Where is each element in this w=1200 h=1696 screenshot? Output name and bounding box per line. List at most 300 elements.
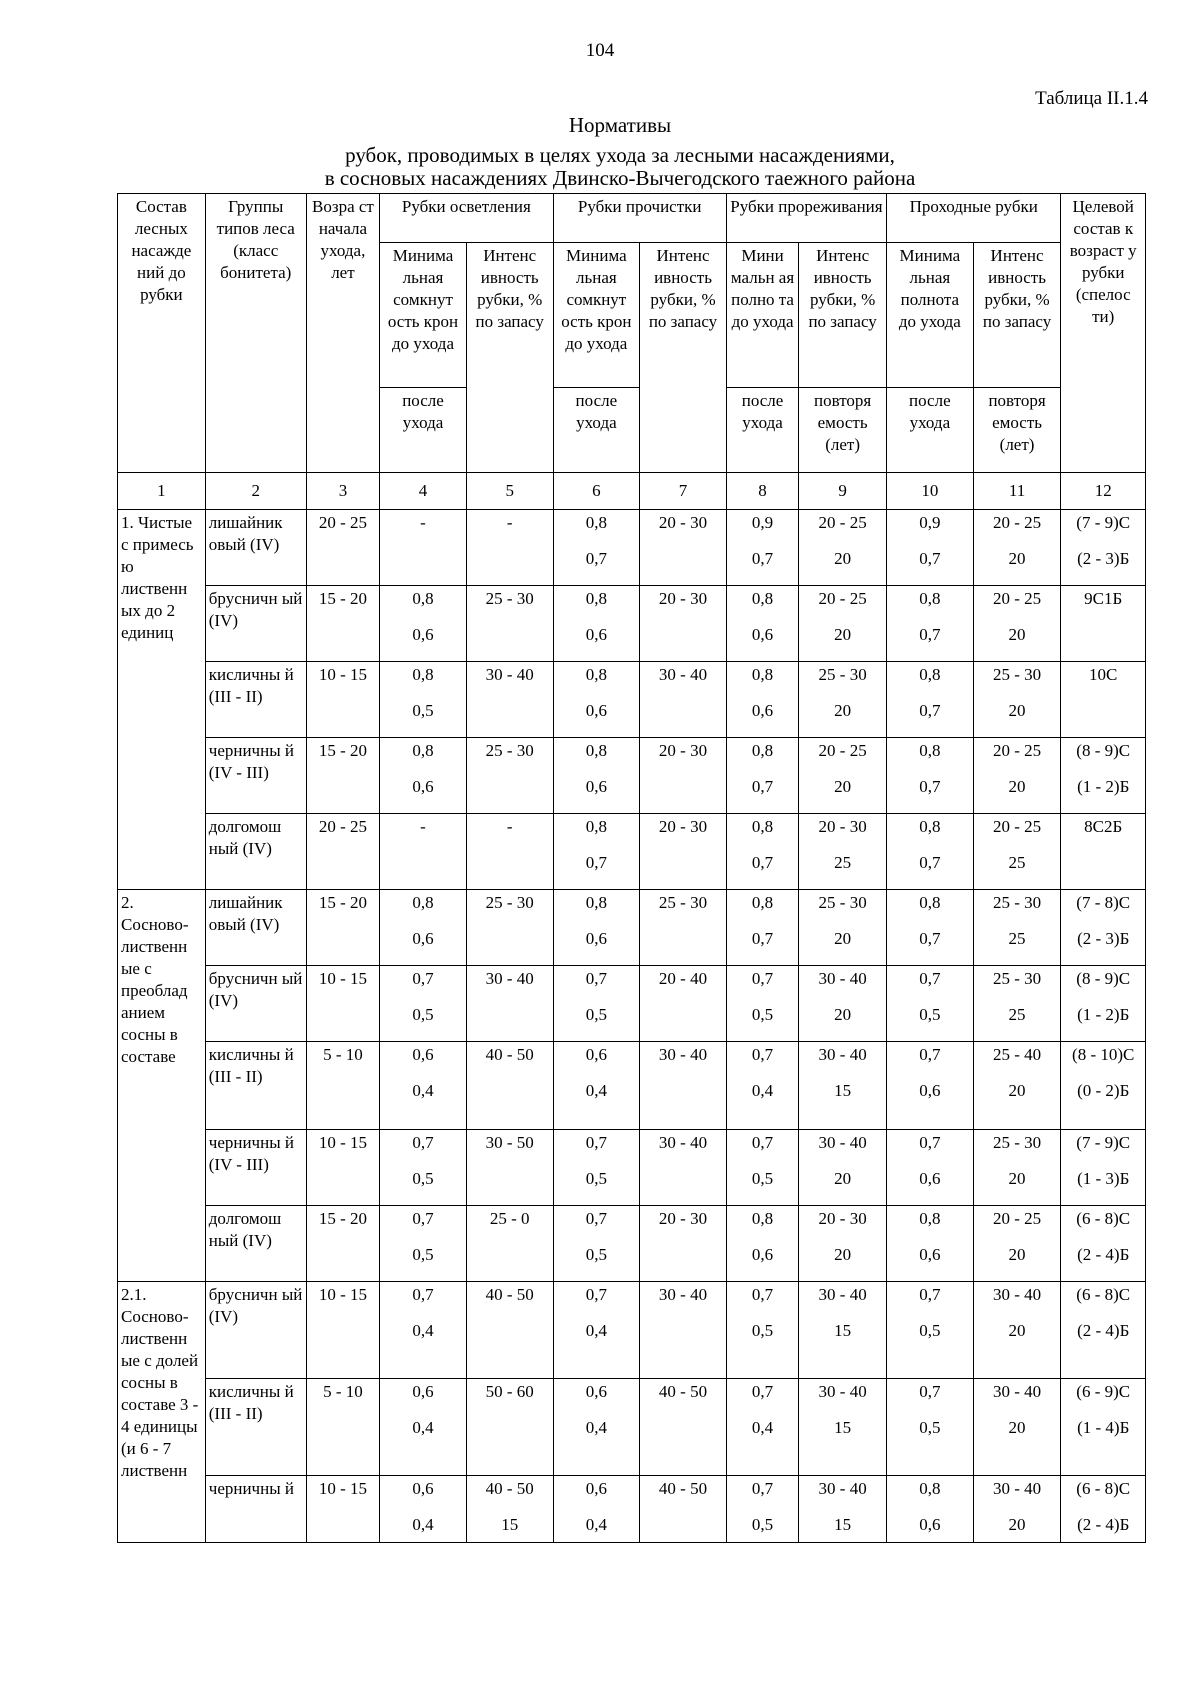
min-density-prohod-cell-after: 0,7 xyxy=(919,625,941,644)
intensity-prohod-cell-after: 20 xyxy=(1008,1515,1026,1534)
min-closure-osv-cell-before: 0,7 xyxy=(412,1285,434,1304)
min-density-prorezh-cell xyxy=(726,738,798,814)
start-age-cell: 10 - 15 xyxy=(306,1282,380,1379)
table-row xyxy=(118,1130,1146,1206)
header-c7: Интенс ивность рубки, % по запасу xyxy=(640,243,727,473)
min-density-prohod-cell-before: 0,7 xyxy=(919,1285,941,1304)
min-density-prohod-cell xyxy=(887,1379,974,1476)
min-density-prohod-cell-before: 0,7 xyxy=(919,1382,941,1401)
min-density-prohod-cell xyxy=(887,1206,974,1282)
min-closure-proch-cell-before: 0,8 xyxy=(585,665,607,684)
target-composition-cell xyxy=(1061,1379,1146,1476)
column-number: 9 xyxy=(799,473,887,510)
intensity-prorezh-cell xyxy=(799,510,887,586)
column-number: 4 xyxy=(380,473,467,510)
min-closure-proch-cell-after: 0,4 xyxy=(585,1515,607,1534)
intensity-prorezh-cell xyxy=(799,1130,887,1206)
table-row xyxy=(118,510,1146,586)
intensity-prohod-cell-after: 20 xyxy=(1008,625,1026,644)
intensity-osv-cell: 30 - 50 xyxy=(466,1130,553,1206)
min-closure-osv-cell-after: 0,4 xyxy=(412,1081,434,1100)
intensity-osv-cell: 40 - 50 xyxy=(466,1282,553,1379)
min-closure-osv-cell xyxy=(380,890,467,966)
min-closure-osv-cell-after: 0,6 xyxy=(412,929,434,948)
start-age-cell: 15 - 20 xyxy=(306,586,380,662)
header-start-age: Возра ст начала ухода, лет xyxy=(306,194,380,473)
min-closure-osv-cell-after: 0,4 xyxy=(412,1418,434,1437)
intensity-osv-cell: 25 - 30 xyxy=(466,586,553,662)
min-density-prohod-cell xyxy=(887,966,974,1042)
intensity-prohod-cell-before: 20 - 25 xyxy=(992,817,1042,836)
intensity-prohod-cell-before: 25 - 30 xyxy=(992,1133,1042,1152)
table-row xyxy=(118,738,1146,814)
min-density-prorezh-cell-after: 0,5 xyxy=(751,1515,774,1534)
header-group-osvetlenie: Рубки осветления xyxy=(380,194,553,243)
min-density-prohod-cell-after: 0,6 xyxy=(919,1081,941,1100)
start-age-cell: 15 - 20 xyxy=(306,890,380,966)
target-composition-cell xyxy=(1061,510,1146,586)
intensity-prorezh-cell-after: 15 xyxy=(834,1515,852,1534)
table-label: Таблица II.1.4 xyxy=(1035,88,1148,109)
composition-cell: 2.1. Сосново- лиственн ые с долей сосны в составе 3 - 4 единицы (и 6 - 7 лиственн xyxy=(118,1282,206,1543)
min-density-prorezh-cell xyxy=(726,966,798,1042)
intensity-prohod-cell xyxy=(973,1130,1061,1206)
min-closure-proch-cell-after: 0,6 xyxy=(585,701,607,720)
target-composition-cell-before: 9С1Б xyxy=(1084,589,1123,608)
min-closure-osv-cell-before: 0,8 xyxy=(412,589,434,608)
forest-type-cell: черничны й xyxy=(205,1476,306,1543)
target-composition-cell xyxy=(1061,586,1146,662)
target-composition-cell-before: (8 - 9)С xyxy=(1076,741,1131,760)
min-density-prorezh-cell-after: 0,5 xyxy=(751,1321,774,1340)
header-c6-after: после ухода xyxy=(553,388,640,473)
start-age-cell: 20 - 25 xyxy=(306,814,380,890)
min-density-prorezh-cell-after: 0,5 xyxy=(751,1169,774,1188)
table-title: Нормативы xyxy=(568,113,672,137)
min-closure-proch-cell-after: 0,4 xyxy=(585,1321,607,1340)
table-row xyxy=(118,1042,1146,1130)
intensity-prohod-cell-before: 30 - 40 xyxy=(992,1382,1042,1401)
forest-type-cell: брусничн ый (IV) xyxy=(205,966,306,1042)
min-closure-proch-cell xyxy=(553,890,640,966)
target-composition-cell-before: (6 - 8)С xyxy=(1076,1479,1131,1498)
column-number: 3 xyxy=(306,473,380,510)
min-density-prohod-cell-after: 0,6 xyxy=(919,1169,941,1188)
min-density-prohod-cell-after: 0,7 xyxy=(919,929,941,948)
min-closure-proch-cell-after: 0,7 xyxy=(585,853,607,872)
start-age-cell: 10 - 15 xyxy=(306,662,380,738)
min-closure-osv-cell-before: 0,7 xyxy=(412,1209,434,1228)
intensity-osv-cell: 50 - 60 xyxy=(466,1379,553,1476)
intensity-osv-cell-before: 40 - 50 xyxy=(485,1479,534,1498)
target-composition-cell-after: (0 - 2)Б xyxy=(1077,1081,1130,1100)
intensity-osv-cell: 40 - 50 xyxy=(466,1042,553,1130)
min-density-prohod-cell xyxy=(887,1130,974,1206)
min-density-prorezh-cell xyxy=(726,1476,798,1543)
target-composition-cell-after: (2 - 3)Б xyxy=(1077,549,1130,568)
min-density-prohod-cell-before: 0,7 xyxy=(919,1133,941,1152)
header-c9: Интенс ивность рубки, % по запасу xyxy=(799,243,887,388)
min-density-prorezh-cell-before: 0,8 xyxy=(751,893,774,912)
table-row xyxy=(118,966,1146,1042)
header-c4-after: после ухода xyxy=(380,388,467,473)
intensity-proch-cell: 40 - 50 xyxy=(640,1476,727,1543)
intensity-prohod-cell-before: 25 - 30 xyxy=(992,969,1042,988)
min-density-prorezh-cell-before: 0,8 xyxy=(751,817,774,836)
intensity-proch-cell: 30 - 40 xyxy=(640,662,727,738)
min-closure-proch-cell-before: 0,8 xyxy=(585,513,607,532)
target-composition-cell-after: (2 - 3)Б xyxy=(1077,929,1130,948)
min-density-prohod-cell xyxy=(887,510,974,586)
intensity-proch-cell: 30 - 40 xyxy=(640,1130,727,1206)
min-closure-osv-cell xyxy=(380,966,467,1042)
intensity-prorezh-cell-before: 30 - 40 xyxy=(818,1382,867,1401)
min-closure-osv-cell xyxy=(380,1042,467,1130)
min-density-prohod-cell-after: 0,7 xyxy=(919,549,941,568)
min-closure-osv-cell-before: 0,6 xyxy=(412,1382,434,1401)
target-composition-cell-after: (1 - 4)Б xyxy=(1077,1418,1130,1437)
intensity-prorezh-cell-before: 30 - 40 xyxy=(818,1285,867,1304)
min-density-prorezh-cell xyxy=(726,890,798,966)
min-closure-osv-cell xyxy=(380,662,467,738)
table-row xyxy=(118,586,1146,662)
intensity-prohod-cell-after: 25 xyxy=(1008,1005,1026,1024)
intensity-proch-cell: 20 - 40 xyxy=(640,966,727,1042)
intensity-prohod-cell xyxy=(973,1042,1061,1130)
intensity-prohod-cell-after: 20 xyxy=(1008,1081,1026,1100)
target-composition-cell-before: (8 - 9)С xyxy=(1076,969,1131,988)
intensity-prorezh-cell-before: 20 - 25 xyxy=(818,513,867,532)
min-density-prohod-cell-before: 0,8 xyxy=(919,893,941,912)
intensity-prorezh-cell xyxy=(799,1379,887,1476)
min-closure-proch-cell-before: 0,8 xyxy=(585,817,607,836)
start-age-cell: 10 - 15 xyxy=(306,1130,380,1206)
min-density-prorezh-cell-before: 0,8 xyxy=(751,741,774,760)
min-closure-proch-cell-before: 0,7 xyxy=(585,1209,607,1228)
intensity-prohod-cell-after: 20 xyxy=(1008,1245,1026,1264)
intensity-prohod-cell-after: 25 xyxy=(1008,929,1026,948)
min-closure-osv-cell-after: 0,5 xyxy=(412,1005,434,1024)
min-density-prorezh-cell xyxy=(726,1206,798,1282)
target-composition-cell xyxy=(1061,966,1146,1042)
min-density-prohod-cell-before: 0,7 xyxy=(919,969,941,988)
intensity-prohod-cell-before: 20 - 25 xyxy=(992,741,1042,760)
intensity-prohod-cell xyxy=(973,814,1061,890)
min-density-prorezh-cell-before: 0,8 xyxy=(751,665,774,684)
min-closure-osv-cell-after: 0,5 xyxy=(412,1245,434,1264)
start-age-cell: 20 - 25 xyxy=(306,510,380,586)
table-row xyxy=(118,1379,1146,1476)
min-closure-osv-cell-before: 0,7 xyxy=(412,1133,434,1152)
intensity-proch-cell: 25 - 30 xyxy=(640,890,727,966)
forest-type-cell: кисличны й (III - II) xyxy=(205,662,306,738)
intensity-prohod-cell-before: 25 - 30 xyxy=(992,665,1042,684)
min-closure-proch-cell-before: 0,6 xyxy=(585,1045,607,1064)
min-closure-proch-cell-after: 0,6 xyxy=(585,929,607,948)
min-closure-proch-cell xyxy=(553,510,640,586)
column-number: 7 xyxy=(640,473,727,510)
intensity-prohod-cell-after: 20 xyxy=(1008,549,1026,568)
min-density-prohod-cell-before: 0,8 xyxy=(919,741,941,760)
min-density-prorezh-cell-after: 0,4 xyxy=(751,1418,774,1437)
min-closure-proch-cell-before: 0,7 xyxy=(585,1133,607,1152)
intensity-prohod-cell xyxy=(973,966,1061,1042)
header-c6: Минима льная сомкнут ость крон до ухода xyxy=(553,243,640,388)
intensity-prorezh-cell-after: 15 xyxy=(834,1418,852,1437)
min-density-prorezh-cell-before: 0,7 xyxy=(751,1382,774,1401)
min-density-prohod-cell-before: 0,9 xyxy=(919,513,941,532)
min-closure-osv-cell-after: 0,6 xyxy=(412,625,434,644)
min-closure-proch-cell-after: 0,6 xyxy=(585,625,607,644)
min-density-prohod-cell-before: 0,8 xyxy=(919,817,941,836)
target-composition-cell xyxy=(1061,890,1146,966)
intensity-prohod-cell-before: 20 - 25 xyxy=(992,589,1042,608)
target-composition-cell xyxy=(1061,1476,1146,1543)
target-composition-cell-before: (6 - 8)С xyxy=(1076,1285,1131,1304)
intensity-osv-cell: 25 - 0 xyxy=(466,1206,553,1282)
min-closure-osv-cell-after: 0,5 xyxy=(412,1169,434,1188)
intensity-prorezh-cell-before: 20 - 30 xyxy=(818,817,867,836)
min-closure-osv-cell-before: 0,8 xyxy=(412,741,434,760)
min-closure-proch-cell xyxy=(553,1130,640,1206)
min-closure-osv-cell xyxy=(380,1130,467,1206)
intensity-prorezh-cell-before: 25 - 30 xyxy=(818,893,867,912)
min-closure-osv-cell-before: 0,8 xyxy=(412,893,434,912)
min-density-prohod-cell xyxy=(887,662,974,738)
min-density-prohod-cell-after: 0,7 xyxy=(919,701,941,720)
min-density-prorezh-cell xyxy=(726,1130,798,1206)
table-row xyxy=(118,1476,1146,1543)
min-density-prorezh-cell-before: 0,7 xyxy=(751,1133,774,1152)
min-closure-proch-cell-after: 0,5 xyxy=(585,1245,607,1264)
intensity-prorezh-cell-after: 20 xyxy=(834,777,852,796)
intensity-prorezh-cell xyxy=(799,662,887,738)
target-composition-cell xyxy=(1061,738,1146,814)
min-density-prorezh-cell-before: 0,8 xyxy=(751,589,774,608)
min-closure-osv-cell-before: 0,8 xyxy=(412,665,434,684)
forest-type-cell: черничны й (IV - III) xyxy=(205,738,306,814)
header-c8: Мини мальн ая полно та до ухода xyxy=(726,243,798,388)
min-density-prohod-cell-before: 0,8 xyxy=(919,665,941,684)
min-density-prorezh-cell-before: 0,9 xyxy=(751,513,774,532)
intensity-prohod-cell-before: 20 - 25 xyxy=(992,1209,1042,1228)
target-composition-cell xyxy=(1061,814,1146,890)
target-composition-cell-after: (2 - 4)Б xyxy=(1077,1245,1130,1264)
min-density-prohod-cell xyxy=(887,1042,974,1130)
intensity-proch-cell: 20 - 30 xyxy=(640,510,727,586)
intensity-prohod-cell-after: 20 xyxy=(1008,1321,1026,1340)
intensity-prorezh-cell-after: 20 xyxy=(834,929,852,948)
intensity-osv-cell: - xyxy=(466,510,553,586)
intensity-proch-cell: 20 - 30 xyxy=(640,586,727,662)
min-closure-osv-cell xyxy=(380,1206,467,1282)
intensity-prorezh-cell-before: 20 - 25 xyxy=(818,741,867,760)
target-composition-cell xyxy=(1061,662,1146,738)
forest-type-cell: лишайник овый (IV) xyxy=(205,510,306,586)
intensity-osv-cell xyxy=(466,1476,553,1543)
min-closure-osv-cell-before: - xyxy=(420,513,426,532)
header-group-prorezhivanie: Рубки прореживания xyxy=(726,194,886,243)
intensity-prorezh-cell-after: 20 xyxy=(834,1005,852,1024)
min-density-prorezh-cell-after: 0,5 xyxy=(751,1005,774,1024)
min-density-prohod-cell-before: 0,8 xyxy=(919,589,941,608)
min-density-prohod-cell-after: 0,6 xyxy=(919,1515,941,1534)
min-density-prorezh-cell-after: 0,7 xyxy=(751,777,774,796)
table-row xyxy=(118,814,1146,890)
target-composition-cell-after: (1 - 3)Б xyxy=(1077,1169,1130,1188)
start-age-cell: 10 - 15 xyxy=(306,1476,380,1543)
min-closure-proch-cell xyxy=(553,814,640,890)
min-density-prohod-cell-after: 0,5 xyxy=(919,1418,941,1437)
min-density-prorezh-cell-before: 0,8 xyxy=(751,1209,774,1228)
min-closure-proch-cell xyxy=(553,662,640,738)
target-composition-cell xyxy=(1061,1282,1146,1379)
intensity-prorezh-cell-before: 30 - 40 xyxy=(818,1133,867,1152)
intensity-prohod-cell-after: 20 xyxy=(1008,777,1026,796)
intensity-proch-cell: 20 - 30 xyxy=(640,738,727,814)
min-density-prorezh-cell-before: 0,7 xyxy=(751,1285,774,1304)
intensity-prohod-cell xyxy=(973,738,1061,814)
min-closure-proch-cell-before: 0,8 xyxy=(585,741,607,760)
start-age-cell: 5 - 10 xyxy=(306,1042,380,1130)
header-forest-type: Группы типов леса (класс бонитета) xyxy=(205,194,306,473)
intensity-prorezh-cell-after: 20 xyxy=(834,1169,852,1188)
intensity-prohod-cell-before: 25 - 30 xyxy=(992,893,1042,912)
intensity-prohod-cell-before: 20 - 25 xyxy=(992,513,1042,532)
min-density-prorezh-cell xyxy=(726,510,798,586)
min-density-prohod-cell xyxy=(887,890,974,966)
intensity-osv-cell-after: 15 xyxy=(501,1515,519,1534)
forest-type-cell: долгомош ный (IV) xyxy=(205,814,306,890)
page-number: 104 xyxy=(585,40,615,61)
min-closure-osv-cell-after: 0,4 xyxy=(412,1321,434,1340)
min-density-prohod-cell-after: 0,7 xyxy=(919,777,941,796)
min-closure-proch-cell xyxy=(553,966,640,1042)
composition-cell: 1. Чистые с примесь ю лиственн ых до 2 единиц xyxy=(118,510,206,890)
min-closure-osv-cell xyxy=(380,1476,467,1543)
intensity-osv-cell: 30 - 40 xyxy=(466,662,553,738)
header-c4: Минима льная сомкнут ость крон до ухода xyxy=(380,243,467,388)
intensity-prorezh-cell-after: 15 xyxy=(834,1081,852,1100)
intensity-osv-cell: 30 - 40 xyxy=(466,966,553,1042)
min-density-prohod-cell-after: 0,7 xyxy=(919,853,941,872)
min-closure-proch-cell xyxy=(553,1042,640,1130)
min-closure-osv-cell xyxy=(380,586,467,662)
target-composition-cell xyxy=(1061,1130,1146,1206)
intensity-prohod-cell xyxy=(973,586,1061,662)
min-density-prohod-cell xyxy=(887,586,974,662)
header-group-prochistka: Рубки прочистки xyxy=(553,194,726,243)
forest-type-cell: черничны й (IV - III) xyxy=(205,1130,306,1206)
intensity-proch-cell: 30 - 40 xyxy=(640,1282,727,1379)
min-closure-osv-cell xyxy=(380,814,467,890)
min-closure-osv-cell-before: 0,7 xyxy=(412,969,434,988)
forest-type-cell: кисличны й (III - II) xyxy=(205,1379,306,1476)
intensity-prohod-cell-after: 20 xyxy=(1008,1418,1026,1437)
forest-type-cell: брусничн ый (IV) xyxy=(205,586,306,662)
min-density-prorezh-cell xyxy=(726,1042,798,1130)
target-composition-cell-before: (7 - 9)С xyxy=(1076,513,1131,532)
intensity-prorezh-cell-before: 30 - 40 xyxy=(818,1045,867,1064)
min-closure-osv-cell xyxy=(380,738,467,814)
intensity-prorezh-cell-after: 20 xyxy=(834,701,852,720)
min-closure-proch-cell xyxy=(553,586,640,662)
min-density-prohod-cell xyxy=(887,1476,974,1543)
min-density-prohod-cell xyxy=(887,1282,974,1379)
header-c10-after: после ухода xyxy=(887,388,974,473)
min-density-prorezh-cell-after: 0,6 xyxy=(751,1245,774,1264)
table-row xyxy=(118,1282,1146,1379)
target-composition-cell xyxy=(1061,1206,1146,1282)
intensity-prorezh-cell xyxy=(799,966,887,1042)
start-age-cell: 15 - 20 xyxy=(306,1206,380,1282)
norms-table xyxy=(117,193,1146,1543)
min-density-prohod-cell xyxy=(887,814,974,890)
intensity-prohod-cell xyxy=(973,1282,1061,1379)
column-number: 5 xyxy=(466,473,553,510)
forest-type-cell: брусничн ый (IV) xyxy=(205,1282,306,1379)
start-age-cell: 5 - 10 xyxy=(306,1379,380,1476)
intensity-osv-cell: 25 - 30 xyxy=(466,890,553,966)
column-number: 8 xyxy=(726,473,798,510)
intensity-prohod-cell xyxy=(973,1379,1061,1476)
forest-type-cell: лишайник овый (IV) xyxy=(205,890,306,966)
intensity-prorezh-cell-after: 20 xyxy=(834,549,852,568)
intensity-prorezh-cell-before: 20 - 25 xyxy=(818,589,867,608)
min-density-prorezh-cell-before: 0,7 xyxy=(751,969,774,988)
min-density-prohod-cell-after: 0,5 xyxy=(919,1321,941,1340)
intensity-prorezh-cell-before: 30 - 40 xyxy=(818,1479,867,1498)
min-density-prorezh-cell-before: 0,7 xyxy=(751,1045,774,1064)
min-density-prohod-cell-after: 0,5 xyxy=(919,1005,941,1024)
min-closure-proch-cell-before: 0,8 xyxy=(585,589,607,608)
intensity-proch-cell: 20 - 30 xyxy=(640,1206,727,1282)
table-row xyxy=(118,662,1146,738)
min-closure-proch-cell-after: 0,5 xyxy=(585,1005,607,1024)
header-target-composition: Целевой состав к возраст у рубки (спелос ти) xyxy=(1061,194,1146,473)
min-closure-proch-cell-after: 0,6 xyxy=(585,777,607,796)
min-density-prorezh-cell xyxy=(726,1379,798,1476)
min-closure-proch-cell-after: 0,4 xyxy=(585,1418,607,1437)
min-density-prohod-cell xyxy=(887,738,974,814)
header-c11: Интенс ивность рубки, % по запасу xyxy=(973,243,1061,388)
target-composition-cell-before: 8С2Б xyxy=(1084,817,1123,836)
min-closure-proch-cell xyxy=(553,738,640,814)
intensity-prorezh-cell xyxy=(799,1206,887,1282)
target-composition-cell-after: (1 - 2)Б xyxy=(1077,1005,1130,1024)
min-density-prohod-cell-before: 0,8 xyxy=(919,1209,941,1228)
intensity-prohod-cell-after: 25 xyxy=(1008,853,1026,872)
min-closure-proch-cell xyxy=(553,1379,640,1476)
intensity-prorezh-cell xyxy=(799,1476,887,1543)
min-density-prorezh-cell-after: 0,7 xyxy=(751,853,774,872)
target-composition-cell-before: (6 - 8)С xyxy=(1076,1209,1131,1228)
intensity-prohod-cell xyxy=(973,890,1061,966)
column-number: 6 xyxy=(553,473,640,510)
min-closure-proch-cell xyxy=(553,1206,640,1282)
min-closure-proch-cell-before: 0,8 xyxy=(585,893,607,912)
intensity-proch-cell: 40 - 50 xyxy=(640,1379,727,1476)
composition-cell: 2. Сосново- лиственн ые с преоблад анием сосны в составе xyxy=(118,890,206,1282)
min-closure-proch-cell-after: 0,7 xyxy=(585,549,607,568)
column-number: 11 xyxy=(973,473,1061,510)
column-number: 10 xyxy=(887,473,974,510)
header-composition: Состав лесных насажде ний до рубки xyxy=(118,194,206,473)
header-group-prokhodnye: Проходные рубки xyxy=(887,194,1061,243)
min-closure-proch-cell-before: 0,7 xyxy=(585,1285,607,1304)
min-closure-proch-cell xyxy=(553,1282,640,1379)
target-composition-cell-before: (7 - 9)С xyxy=(1076,1133,1131,1152)
